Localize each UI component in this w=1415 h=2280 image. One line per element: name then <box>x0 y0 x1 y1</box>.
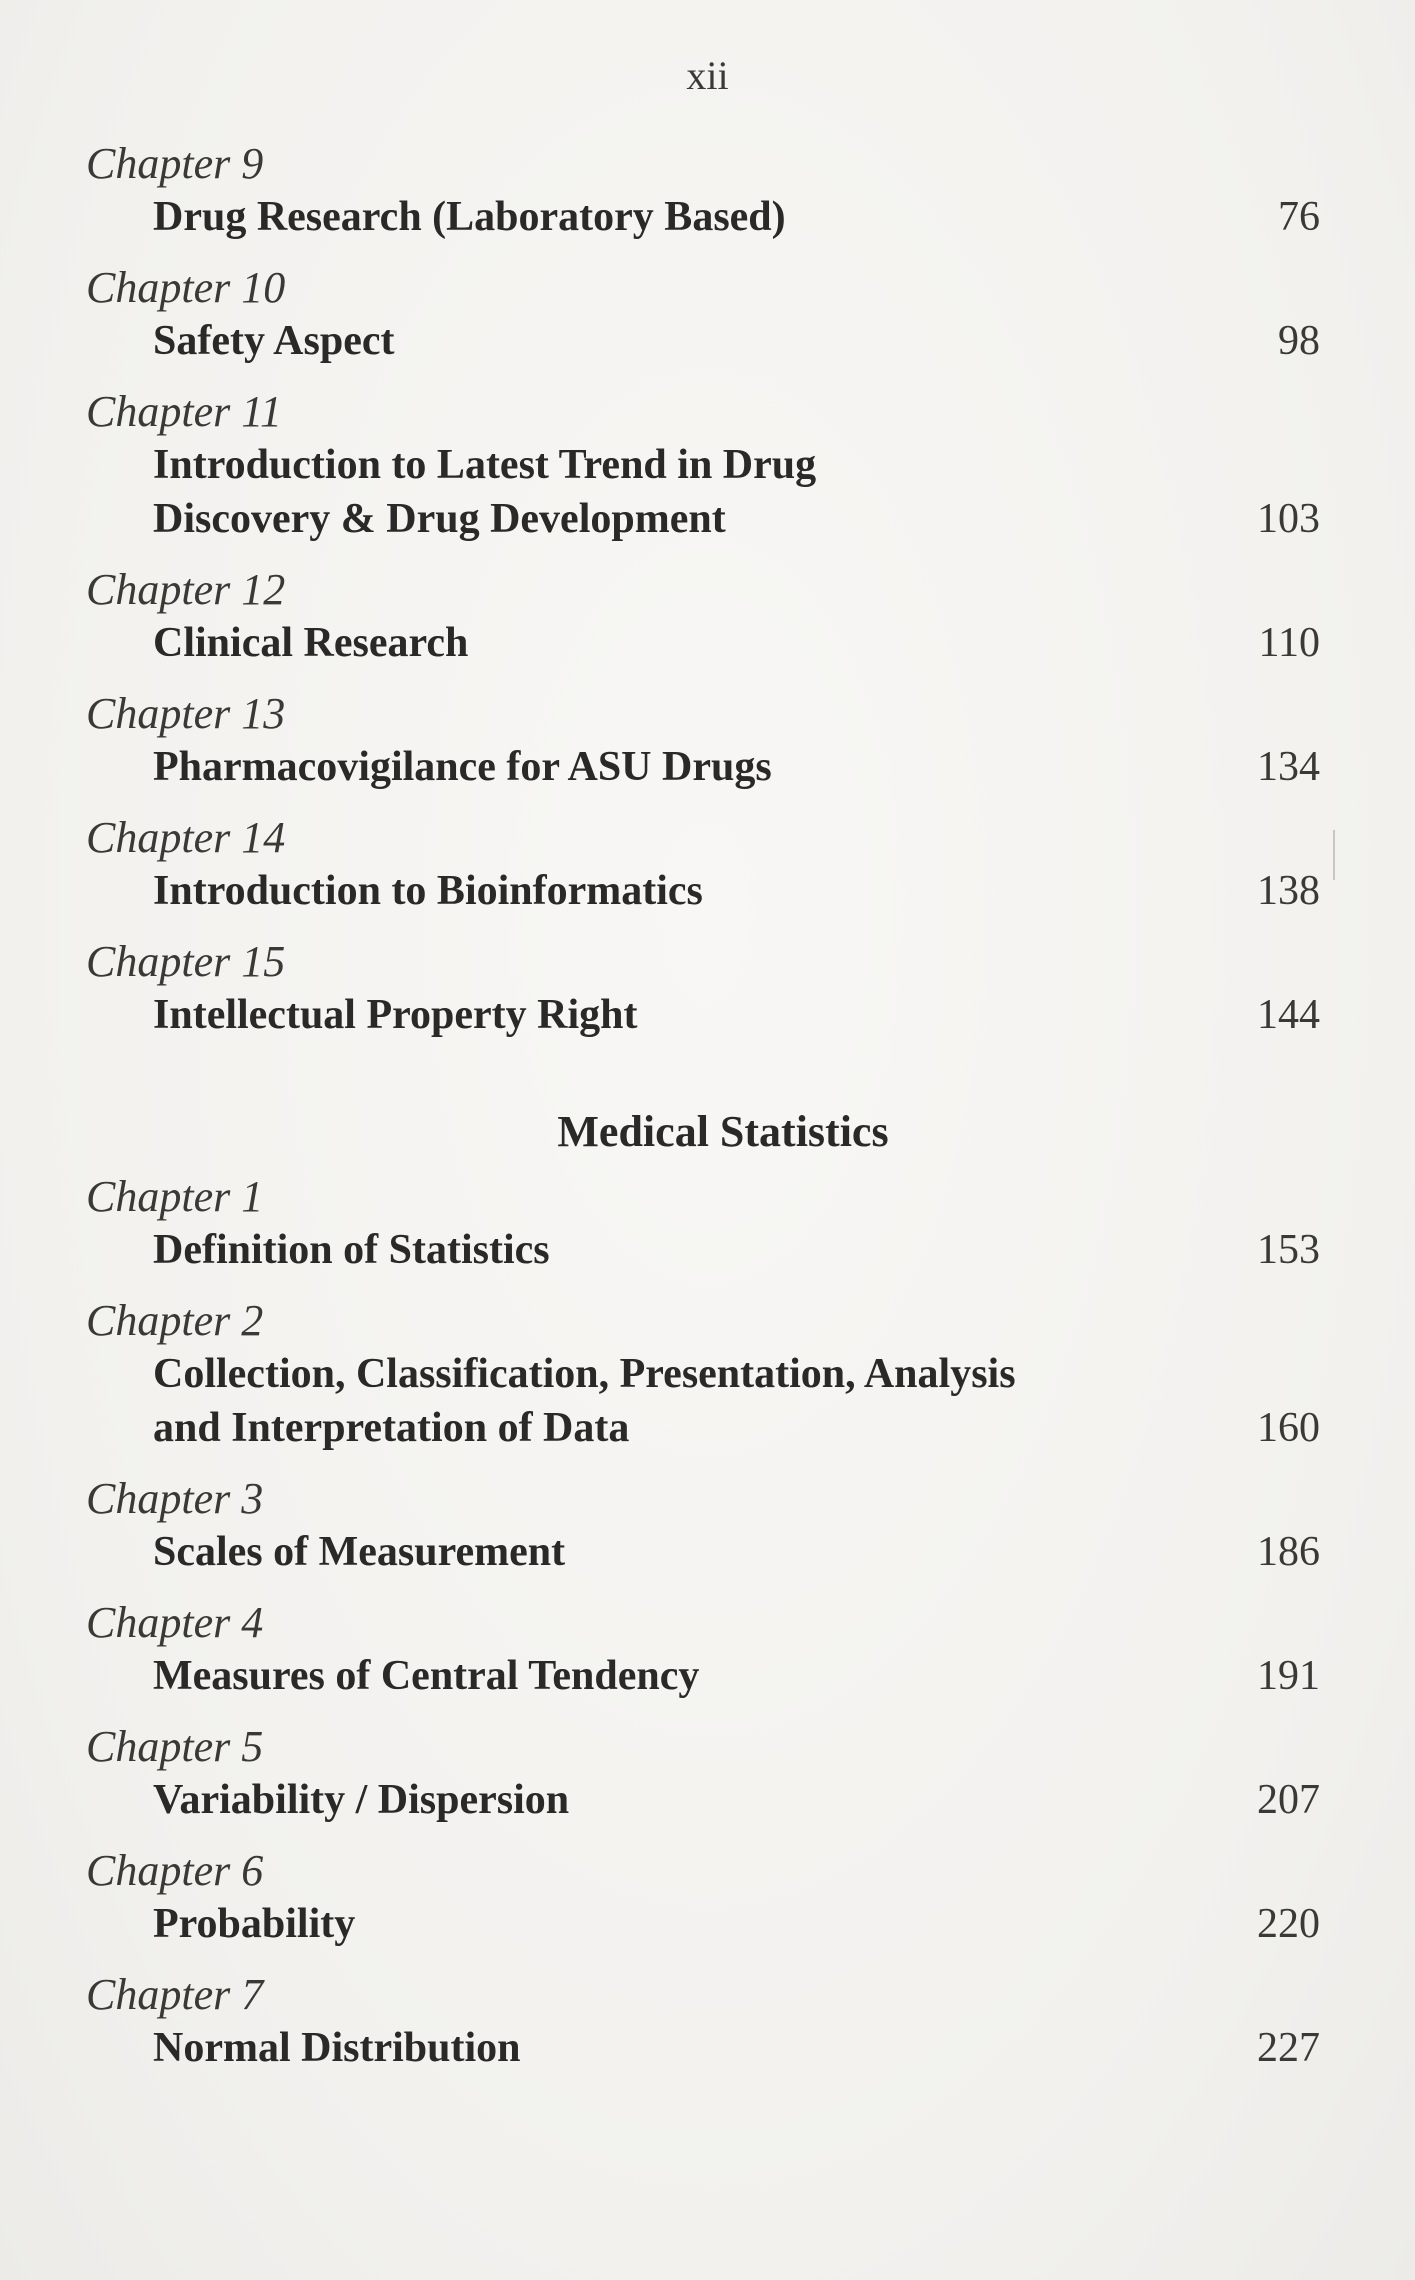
entry-page-number: 134 <box>1257 744 1320 790</box>
chapter-label: Chapter 4 <box>86 1598 264 1647</box>
entry-page-number: 153 <box>1257 1227 1320 1273</box>
chapter-label: Chapter 5 <box>86 1722 264 1771</box>
entry-page-number: 144 <box>1257 992 1320 1038</box>
entry-row <box>153 1223 1320 1277</box>
entry-title: Clinical Research <box>153 620 469 666</box>
section-heading: Medical Statistics <box>557 1107 889 1156</box>
toc-part-2 <box>86 1171 1320 2075</box>
chapter-label: Chapter 15 <box>86 937 286 986</box>
entry-page-number: 160 <box>1257 1405 1320 1451</box>
entry-page-number: 191 <box>1257 1653 1320 1699</box>
chapter-label: Chapter 2 <box>86 1296 264 1345</box>
entry-title: Variability / Dispersion <box>153 1777 570 1823</box>
toc-entry[interactable] <box>86 812 1320 918</box>
toc-entry[interactable] <box>86 1295 1320 1455</box>
entry-row <box>153 1773 1320 1827</box>
toc-entry[interactable] <box>86 1845 1320 1951</box>
chapter-label: Chapter 11 <box>86 387 282 436</box>
scan-mark <box>1333 830 1335 880</box>
entry-title: Introduction to Latest Trend in Drug Discovery & Drug Development <box>153 442 817 542</box>
entry-title: Normal Distribution <box>153 2025 521 2071</box>
table-of-contents <box>86 138 1320 2093</box>
chapter-label: Chapter 6 <box>86 1846 264 1895</box>
entry-page-number: 138 <box>1257 868 1320 914</box>
entry-title: Intellectual Property Right <box>153 992 638 1038</box>
entry-row <box>153 2021 1320 2075</box>
entry-page-number: 98 <box>1278 318 1320 364</box>
entry-title: Pharmacovigilance for ASU Drugs <box>153 744 772 790</box>
toc-entry[interactable] <box>86 1969 1320 2075</box>
page-number: xii <box>686 53 729 98</box>
entry-page-number: 220 <box>1257 1901 1320 1947</box>
chapter-label: Chapter 14 <box>86 813 286 862</box>
entry-row <box>153 190 1320 244</box>
entry-page-number: 186 <box>1257 1529 1320 1575</box>
toc-part-1 <box>86 138 1320 1042</box>
entry-row <box>153 1649 1320 1703</box>
chapter-label: Chapter 9 <box>86 139 264 188</box>
chapter-label: Chapter 1 <box>86 1172 264 1221</box>
entry-page-number: 227 <box>1257 2025 1320 2071</box>
entry-title: Collection, Classification, Presentation, Analysis and Interpretation of Data <box>153 1351 1016 1451</box>
entry-page-number: 207 <box>1257 1777 1320 1823</box>
entry-page-number: 76 <box>1278 194 1320 240</box>
entry-row <box>153 1525 1320 1579</box>
chapter-label: Chapter 10 <box>86 263 286 312</box>
entry-page-number: 110 <box>1258 620 1320 666</box>
toc-entry[interactable] <box>86 936 1320 1042</box>
entry-row <box>153 1347 1320 1455</box>
toc-entry[interactable] <box>86 1473 1320 1579</box>
chapter-label: Chapter 12 <box>86 565 286 614</box>
entry-title: Drug Research (Laboratory Based) <box>153 194 786 240</box>
toc-entry[interactable] <box>86 564 1320 670</box>
toc-entry[interactable] <box>86 688 1320 794</box>
entry-row <box>153 438 1320 546</box>
entry-title: Scales of Measurement <box>153 1529 566 1575</box>
entry-row <box>153 864 1320 918</box>
chapter-label: Chapter 7 <box>86 1970 264 2019</box>
entry-row <box>153 616 1320 670</box>
chapter-label: Chapter 13 <box>86 689 286 738</box>
entry-title: Introduction to Bioinformatics <box>153 868 703 914</box>
entry-row <box>153 740 1320 794</box>
entry-row <box>153 988 1320 1042</box>
entry-row <box>153 1897 1320 1951</box>
entry-title: Definition of Statistics <box>153 1227 550 1273</box>
entry-page-number: 103 <box>1257 496 1320 542</box>
toc-entry[interactable] <box>86 262 1320 368</box>
toc-entry[interactable] <box>86 1721 1320 1827</box>
toc-entry[interactable] <box>86 386 1320 546</box>
entry-title: Probability <box>153 1901 356 1947</box>
entry-title: Measures of Central Tendency <box>153 1653 700 1699</box>
toc-entry[interactable] <box>86 138 1320 244</box>
toc-entry[interactable] <box>86 1597 1320 1703</box>
toc-entry[interactable] <box>86 1171 1320 1277</box>
entry-row <box>153 314 1320 368</box>
chapter-label: Chapter 3 <box>86 1474 264 1523</box>
entry-title: Safety Aspect <box>153 318 395 364</box>
